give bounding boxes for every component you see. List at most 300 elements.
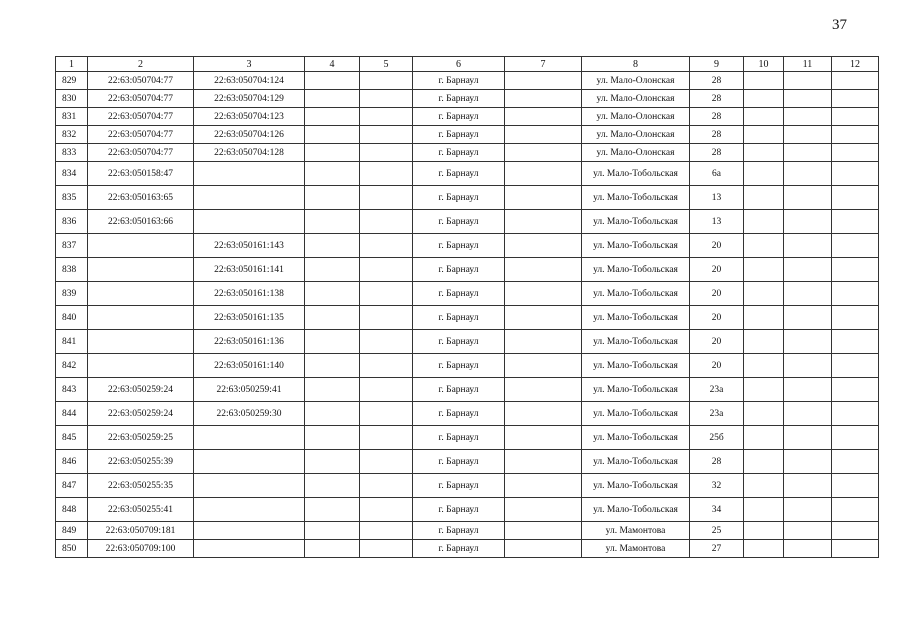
table-cell	[360, 210, 413, 234]
table-row	[56, 144, 879, 162]
table-cell: ул. Мало-Тобольская	[582, 354, 690, 378]
table-cell	[505, 234, 582, 258]
column-header: 3	[194, 57, 305, 72]
table-cell	[305, 354, 360, 378]
table-row	[56, 426, 879, 450]
table-row	[56, 354, 879, 378]
table-cell: 28	[690, 90, 744, 108]
table-cell: г. Барнаул	[413, 354, 505, 378]
table-cell	[784, 258, 832, 282]
table-row	[56, 90, 879, 108]
table-cell	[305, 234, 360, 258]
table-cell	[194, 450, 305, 474]
table-cell	[88, 258, 194, 282]
table-cell	[360, 540, 413, 558]
table-row	[56, 450, 879, 474]
table-cell: 22:63:050158:47	[88, 162, 194, 186]
table-cell: 22:63:050259:24	[88, 378, 194, 402]
table-cell: 34	[690, 498, 744, 522]
table-cell: 847	[56, 474, 88, 498]
table-cell: 22:63:050161:143	[194, 234, 305, 258]
table-cell	[505, 330, 582, 354]
table-cell	[832, 126, 879, 144]
table-cell: г. Барнаул	[413, 540, 505, 558]
table-cell: 20	[690, 306, 744, 330]
column-header: 9	[690, 57, 744, 72]
table-cell	[505, 210, 582, 234]
table-cell	[744, 498, 784, 522]
table-cell	[360, 450, 413, 474]
table-cell	[744, 234, 784, 258]
table-cell: 849	[56, 522, 88, 540]
table-cell: 22:63:050709:100	[88, 540, 194, 558]
table-cell	[744, 540, 784, 558]
table-cell	[305, 402, 360, 426]
table-cell: 22:63:050161:141	[194, 258, 305, 282]
table-cell: 22:63:050704:77	[88, 144, 194, 162]
column-header: 2	[88, 57, 194, 72]
table-cell	[360, 108, 413, 126]
table-cell: г. Барнаул	[413, 402, 505, 426]
table-cell: 22:63:050161:136	[194, 330, 305, 354]
table-cell: 844	[56, 402, 88, 426]
table-cell: 20	[690, 282, 744, 306]
table-cell	[744, 354, 784, 378]
table-cell: ул. Мало-Олонская	[582, 126, 690, 144]
table-cell	[505, 354, 582, 378]
table-cell	[505, 498, 582, 522]
table-cell: ул. Мало-Тобольская	[582, 210, 690, 234]
table-cell: 845	[56, 426, 88, 450]
table-cell: г. Барнаул	[413, 330, 505, 354]
column-header: 11	[784, 57, 832, 72]
table-cell: г. Барнаул	[413, 90, 505, 108]
table-cell	[784, 234, 832, 258]
registry-table	[55, 56, 879, 558]
table-cell: 835	[56, 186, 88, 210]
table-cell	[360, 90, 413, 108]
table-cell	[360, 306, 413, 330]
table-cell	[505, 162, 582, 186]
table-cell: 22:63:050163:65	[88, 186, 194, 210]
table-cell	[305, 498, 360, 522]
table-cell	[305, 450, 360, 474]
column-header: 4	[305, 57, 360, 72]
table-cell	[784, 378, 832, 402]
table-cell	[832, 522, 879, 540]
table-cell	[832, 330, 879, 354]
table-cell: 830	[56, 90, 88, 108]
table-cell: г. Барнаул	[413, 186, 505, 210]
table-cell	[505, 258, 582, 282]
table-cell: 20	[690, 354, 744, 378]
table-cell	[505, 450, 582, 474]
table-cell	[784, 108, 832, 126]
table-row	[56, 330, 879, 354]
table-cell	[832, 258, 879, 282]
table-cell	[305, 474, 360, 498]
table-cell	[360, 330, 413, 354]
table-cell: 22:63:050161:135	[194, 306, 305, 330]
table-cell	[194, 162, 305, 186]
table-cell	[744, 426, 784, 450]
table-cell: 22:63:050259:25	[88, 426, 194, 450]
table-cell	[505, 426, 582, 450]
table-cell	[305, 540, 360, 558]
table-cell	[744, 162, 784, 186]
table-cell	[744, 108, 784, 126]
table-cell	[360, 186, 413, 210]
table-cell	[832, 354, 879, 378]
table-cell	[505, 522, 582, 540]
table-cell	[305, 306, 360, 330]
table-row	[56, 540, 879, 558]
table-cell: 13	[690, 210, 744, 234]
table-cell	[744, 402, 784, 426]
table-cell	[784, 186, 832, 210]
table-cell	[832, 108, 879, 126]
table-cell: ул. Мало-Тобольская	[582, 426, 690, 450]
table-cell	[784, 330, 832, 354]
table-cell	[744, 306, 784, 330]
table-cell	[832, 498, 879, 522]
table-cell	[505, 474, 582, 498]
table-cell: г. Барнаул	[413, 258, 505, 282]
table-cell	[360, 282, 413, 306]
table-cell: ул. Мало-Тобольская	[582, 186, 690, 210]
table-cell	[305, 258, 360, 282]
table-cell	[784, 282, 832, 306]
table-row	[56, 306, 879, 330]
table-cell: г. Барнаул	[413, 108, 505, 126]
table-cell	[832, 72, 879, 90]
table-cell: ул. Мало-Тобольская	[582, 330, 690, 354]
table-cell: 22:63:050161:140	[194, 354, 305, 378]
table-cell	[784, 72, 832, 90]
table-row	[56, 258, 879, 282]
table-row	[56, 522, 879, 540]
table-cell: 22:63:050704:128	[194, 144, 305, 162]
table-row	[56, 126, 879, 144]
table-cell: г. Барнаул	[413, 162, 505, 186]
table-row	[56, 72, 879, 90]
table-cell: 28	[690, 144, 744, 162]
table-cell: г. Барнаул	[413, 522, 505, 540]
table-cell: ул. Мало-Тобольская	[582, 234, 690, 258]
table-cell	[832, 162, 879, 186]
table-cell	[784, 354, 832, 378]
table-cell	[832, 426, 879, 450]
table-cell	[832, 474, 879, 498]
table-cell: 850	[56, 540, 88, 558]
table-cell	[505, 144, 582, 162]
table-cell: г. Барнаул	[413, 144, 505, 162]
table-cell	[305, 126, 360, 144]
table-cell: г. Барнаул	[413, 450, 505, 474]
table-cell: 22:63:050704:124	[194, 72, 305, 90]
table-cell	[360, 402, 413, 426]
table-cell: 831	[56, 108, 88, 126]
table-cell	[505, 282, 582, 306]
column-header: 6	[413, 57, 505, 72]
table-cell: 833	[56, 144, 88, 162]
table-cell	[305, 426, 360, 450]
table-cell: 22:63:050704:77	[88, 126, 194, 144]
table-cell: г. Барнаул	[413, 72, 505, 90]
table-cell	[305, 522, 360, 540]
table-cell: 22:63:050259:41	[194, 378, 305, 402]
table-cell: ул. Мало-Тобольская	[582, 378, 690, 402]
table-row	[56, 402, 879, 426]
table-cell: 6а	[690, 162, 744, 186]
table-cell: ул. Мало-Тобольская	[582, 402, 690, 426]
table-cell	[88, 234, 194, 258]
table-cell	[360, 72, 413, 90]
table-cell: 20	[690, 258, 744, 282]
column-header: 12	[832, 57, 879, 72]
table-cell	[194, 540, 305, 558]
table-cell: 839	[56, 282, 88, 306]
table-row	[56, 498, 879, 522]
table-cell: г. Барнаул	[413, 126, 505, 144]
table-cell: 841	[56, 330, 88, 354]
table-cell: ул. Мало-Тобольская	[582, 162, 690, 186]
table-cell	[832, 186, 879, 210]
column-header: 7	[505, 57, 582, 72]
header-row	[56, 57, 879, 72]
table-cell	[360, 354, 413, 378]
table-cell	[505, 90, 582, 108]
table-cell: г. Барнаул	[413, 378, 505, 402]
table-row	[56, 210, 879, 234]
table-cell	[194, 522, 305, 540]
table-cell: 22:63:050704:77	[88, 90, 194, 108]
table-cell: ул. Мало-Олонская	[582, 90, 690, 108]
table-row	[56, 234, 879, 258]
table-cell	[832, 234, 879, 258]
table-cell	[88, 282, 194, 306]
table-cell: 22:63:050161:138	[194, 282, 305, 306]
column-header: 5	[360, 57, 413, 72]
table-cell	[784, 450, 832, 474]
table-cell: 22:63:050704:123	[194, 108, 305, 126]
table-cell: 22:63:050704:126	[194, 126, 305, 144]
table-cell: 848	[56, 498, 88, 522]
table-cell: ул. Мало-Тобольская	[582, 450, 690, 474]
table-cell	[88, 306, 194, 330]
table-cell	[305, 162, 360, 186]
table-cell	[744, 378, 784, 402]
table-cell	[305, 108, 360, 126]
table-cell	[194, 210, 305, 234]
table-cell: 25б	[690, 426, 744, 450]
table-cell: 22:63:050259:24	[88, 402, 194, 426]
table-cell: 25	[690, 522, 744, 540]
table-cell	[784, 144, 832, 162]
table-cell	[360, 234, 413, 258]
table-cell	[832, 378, 879, 402]
table-cell: 838	[56, 258, 88, 282]
table-cell	[505, 108, 582, 126]
table-cell: г. Барнаул	[413, 426, 505, 450]
table-cell: ул. Мало-Тобольская	[582, 306, 690, 330]
table-cell: ул. Мало-Тобольская	[582, 474, 690, 498]
table-cell	[305, 186, 360, 210]
table-cell: 22:63:050255:39	[88, 450, 194, 474]
table-cell	[832, 282, 879, 306]
table-cell	[360, 144, 413, 162]
table-cell: г. Барнаул	[413, 234, 505, 258]
table-cell	[505, 540, 582, 558]
table-row	[56, 282, 879, 306]
table-cell: 842	[56, 354, 88, 378]
table-cell	[832, 90, 879, 108]
table-cell	[744, 282, 784, 306]
table-cell: 27	[690, 540, 744, 558]
table-cell	[305, 210, 360, 234]
table-cell	[744, 522, 784, 540]
table-row	[56, 162, 879, 186]
table-cell	[784, 306, 832, 330]
table-cell: ул. Мало-Олонская	[582, 108, 690, 126]
table-cell	[832, 210, 879, 234]
table-cell: 20	[690, 330, 744, 354]
table-cell	[505, 186, 582, 210]
table-cell: г. Барнаул	[413, 210, 505, 234]
table-cell	[360, 258, 413, 282]
table-cell: 28	[690, 450, 744, 474]
table-cell	[360, 126, 413, 144]
table-cell	[744, 72, 784, 90]
table-cell: 13	[690, 186, 744, 210]
table-cell: 834	[56, 162, 88, 186]
table-cell	[784, 426, 832, 450]
table-cell: 829	[56, 72, 88, 90]
table-row	[56, 378, 879, 402]
column-header: 1	[56, 57, 88, 72]
table-cell	[784, 540, 832, 558]
table-cell	[744, 450, 784, 474]
table-cell	[505, 126, 582, 144]
table-cell: 840	[56, 306, 88, 330]
table-cell	[194, 426, 305, 450]
table-cell: 22:63:050704:77	[88, 108, 194, 126]
table-cell: 28	[690, 108, 744, 126]
table-cell: 846	[56, 450, 88, 474]
table-row	[56, 186, 879, 210]
page-number: 37	[832, 17, 847, 33]
table-cell: ул. Мало-Тобольская	[582, 498, 690, 522]
table-cell	[744, 210, 784, 234]
table-cell: 832	[56, 126, 88, 144]
table-cell	[88, 330, 194, 354]
table-cell	[744, 474, 784, 498]
table-cell	[305, 282, 360, 306]
table-cell	[784, 522, 832, 540]
table-cell	[832, 144, 879, 162]
table-cell	[360, 474, 413, 498]
table-row	[56, 474, 879, 498]
table-body	[56, 72, 879, 558]
table-cell	[305, 144, 360, 162]
table-cell	[784, 498, 832, 522]
column-header: 8	[582, 57, 690, 72]
table-cell	[88, 354, 194, 378]
table-cell: г. Барнаул	[413, 498, 505, 522]
table-cell	[784, 126, 832, 144]
table-cell	[744, 90, 784, 108]
table-cell	[360, 498, 413, 522]
table-cell	[360, 426, 413, 450]
table-cell	[784, 162, 832, 186]
table-cell	[360, 162, 413, 186]
table-cell	[360, 522, 413, 540]
table-cell: 22:63:050259:30	[194, 402, 305, 426]
table-cell	[505, 306, 582, 330]
table-cell	[744, 126, 784, 144]
table-cell: 22:63:050704:129	[194, 90, 305, 108]
table-cell: 23а	[690, 378, 744, 402]
table-cell	[784, 474, 832, 498]
table-cell: 32	[690, 474, 744, 498]
table-cell: ул. Мамонтова	[582, 522, 690, 540]
table-cell	[194, 498, 305, 522]
table-cell: 22:63:050704:77	[88, 72, 194, 90]
table-cell	[744, 144, 784, 162]
table-cell	[784, 402, 832, 426]
table-cell: 28	[690, 72, 744, 90]
table-cell: ул. Мало-Олонская	[582, 144, 690, 162]
table-cell	[832, 402, 879, 426]
table-cell	[305, 72, 360, 90]
column-header: 10	[744, 57, 784, 72]
table-cell: 22:63:050255:35	[88, 474, 194, 498]
table-cell: ул. Мамонтова	[582, 540, 690, 558]
table-cell: 836	[56, 210, 88, 234]
table-cell: 22:63:050255:41	[88, 498, 194, 522]
table-cell: ул. Мало-Тобольская	[582, 282, 690, 306]
table-cell	[784, 90, 832, 108]
table-cell	[194, 474, 305, 498]
table-cell	[360, 378, 413, 402]
table-cell	[744, 330, 784, 354]
table-row	[56, 108, 879, 126]
table-cell: 23а	[690, 402, 744, 426]
table-cell	[305, 378, 360, 402]
table-cell	[832, 540, 879, 558]
table-cell: ул. Мало-Олонская	[582, 72, 690, 90]
table-cell: 20	[690, 234, 744, 258]
table-cell	[744, 258, 784, 282]
table-cell: 843	[56, 378, 88, 402]
table-cell	[832, 306, 879, 330]
table-cell	[305, 90, 360, 108]
table-cell	[784, 210, 832, 234]
table-cell	[505, 72, 582, 90]
table-cell	[305, 330, 360, 354]
table-cell: г. Барнаул	[413, 306, 505, 330]
table-cell: 837	[56, 234, 88, 258]
table-cell	[505, 402, 582, 426]
table-cell: г. Барнаул	[413, 282, 505, 306]
table-cell	[744, 186, 784, 210]
table-cell: ул. Мало-Тобольская	[582, 258, 690, 282]
table-cell	[832, 450, 879, 474]
table-cell: г. Барнаул	[413, 474, 505, 498]
table-cell: 22:63:050163:66	[88, 210, 194, 234]
table-cell: 22:63:050709:181	[88, 522, 194, 540]
table-cell	[505, 378, 582, 402]
